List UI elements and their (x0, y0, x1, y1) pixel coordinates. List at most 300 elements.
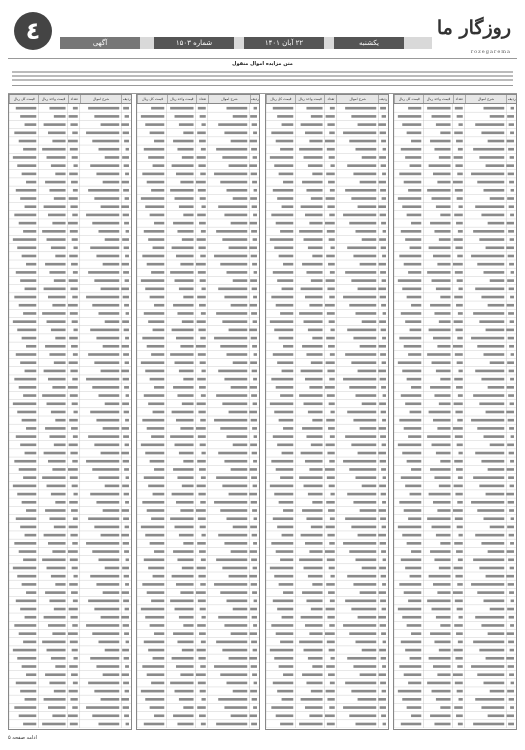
cell-text (510, 320, 514, 323)
table-row (394, 350, 516, 358)
cell-text (343, 460, 376, 463)
cell-text (453, 345, 463, 348)
table-row (394, 170, 516, 178)
cell-text (151, 189, 164, 192)
cell-text (453, 673, 463, 676)
cell-text (302, 509, 322, 512)
cell-text (455, 353, 463, 356)
cell-text (328, 263, 335, 266)
section-label: آگهی (60, 37, 140, 49)
table-row (266, 687, 388, 695)
cell-text (357, 698, 376, 701)
cell-text (216, 148, 247, 151)
cell-text (201, 173, 206, 176)
cell-text (121, 370, 129, 373)
cell-text (172, 657, 194, 660)
cell-text (23, 394, 36, 397)
table-row (9, 490, 131, 498)
table-row (137, 367, 259, 375)
cell-text (214, 337, 247, 340)
table-row (9, 178, 131, 186)
cell-text (17, 164, 36, 167)
cell-text (283, 427, 293, 430)
cell-text (200, 444, 206, 447)
cell-text (47, 649, 66, 652)
cell-text (150, 460, 165, 463)
cell-text (351, 279, 376, 282)
cell-text (88, 435, 119, 438)
cell-text (176, 583, 194, 586)
table-row (394, 227, 516, 235)
cell-text (150, 624, 165, 627)
cell-text (125, 279, 129, 282)
cell-text (328, 567, 334, 570)
cell-text (250, 140, 257, 143)
table-row (9, 276, 131, 284)
cell-text (471, 255, 504, 258)
cell-text (299, 641, 322, 644)
cell-text (144, 312, 164, 315)
cell-text (486, 246, 505, 249)
cell-text (20, 690, 36, 693)
cell-text (149, 402, 165, 405)
cell-text (280, 312, 293, 315)
table-row (137, 432, 259, 440)
cell-text (197, 320, 206, 323)
table-row (9, 416, 131, 424)
table-header-cell: ردیف (379, 97, 388, 101)
cell-text (92, 550, 119, 553)
table-row (9, 515, 131, 523)
cell-text (201, 255, 206, 258)
cell-text (143, 583, 165, 586)
cell-text (227, 353, 248, 356)
table-row (9, 588, 131, 596)
cell-text (22, 419, 37, 422)
cell-text (227, 682, 248, 685)
cell-text (201, 148, 206, 151)
cell-text (305, 378, 323, 381)
table-row (394, 219, 516, 227)
cell-text (123, 600, 129, 603)
table-header-cell: شرح اموال (208, 95, 249, 103)
cell-text (277, 608, 293, 611)
cell-text (508, 173, 514, 176)
cell-text (201, 583, 206, 586)
cell-text (90, 657, 119, 660)
cell-text (477, 427, 504, 430)
table-row (394, 194, 516, 202)
table-row (137, 515, 259, 523)
cell-text (402, 370, 421, 373)
cell-text (179, 205, 194, 208)
cell-text (378, 181, 385, 184)
cell-text (509, 591, 514, 594)
cell-text (410, 657, 422, 660)
table-row (394, 671, 516, 679)
cell-text (381, 632, 386, 635)
cell-text (72, 156, 78, 159)
cell-text (429, 411, 451, 414)
cell-text (251, 419, 257, 422)
cell-text (144, 558, 164, 561)
cell-text (361, 238, 376, 241)
cell-text (122, 485, 129, 488)
cell-text (479, 567, 504, 570)
cell-text (311, 361, 323, 364)
cell-text (510, 624, 514, 627)
cell-text (199, 246, 206, 249)
table-row (137, 260, 259, 268)
table-row (137, 326, 259, 334)
cell-text (25, 205, 37, 208)
cell-text (221, 181, 248, 184)
cell-text (280, 723, 293, 726)
table-row (266, 515, 388, 523)
cell-text (253, 402, 257, 405)
cell-text (23, 312, 36, 315)
cell-text (22, 665, 37, 668)
cell-text (359, 263, 376, 266)
cell-text (378, 698, 386, 701)
cell-text (311, 690, 323, 693)
table-row (137, 539, 259, 547)
cell-text (305, 214, 323, 217)
cell-text (254, 682, 257, 685)
cell-text (458, 558, 463, 561)
cell-text (511, 435, 514, 438)
cell-text (225, 542, 248, 545)
table-row (266, 654, 388, 662)
cell-text (253, 567, 257, 570)
table-header-cell: ردیف (122, 97, 131, 101)
cell-text (490, 444, 505, 447)
table-row (394, 703, 516, 711)
table-row (394, 260, 516, 268)
cell-text (508, 312, 514, 315)
cell-text (88, 189, 119, 192)
cell-text (508, 665, 514, 668)
table-row (137, 334, 259, 342)
cell-text (253, 214, 257, 217)
table-row (266, 482, 388, 490)
cell-text (201, 394, 206, 397)
cell-text (475, 452, 504, 455)
table-row (394, 482, 516, 490)
table-row (394, 629, 516, 637)
cell-text (477, 181, 504, 184)
cell-text (329, 460, 334, 463)
cell-text (382, 641, 385, 644)
cell-text (430, 714, 450, 717)
table-rows (266, 104, 388, 728)
cell-text (101, 205, 120, 208)
cell-text (457, 279, 463, 282)
cell-text (361, 649, 376, 652)
cell-text (378, 616, 386, 619)
cell-text (122, 591, 129, 594)
cell-text (253, 624, 257, 627)
cell-text (509, 345, 514, 348)
table-row (394, 662, 516, 670)
cell-text (233, 690, 248, 693)
cell-text (507, 304, 514, 307)
cell-text (252, 673, 257, 676)
cell-text (308, 575, 323, 578)
cell-text (355, 476, 376, 479)
cell-text (401, 641, 421, 644)
cell-text (309, 140, 322, 143)
cell-text (123, 214, 129, 217)
table-row (137, 449, 259, 457)
cell-text (473, 723, 504, 726)
table-row (394, 408, 516, 416)
cell-text (508, 255, 514, 258)
table-row (266, 556, 388, 564)
cell-text (325, 444, 334, 447)
cell-text (251, 148, 257, 151)
cell-text (486, 411, 505, 414)
cell-text (305, 624, 323, 627)
cell-text (149, 156, 165, 159)
cell-text (73, 657, 77, 660)
cell-text (382, 394, 385, 397)
cell-text (510, 706, 514, 709)
cell-text (141, 361, 164, 364)
cell-text (225, 214, 248, 217)
cell-text (271, 214, 293, 217)
cell-text (299, 312, 322, 315)
table-row (137, 317, 259, 325)
cell-text (327, 534, 334, 537)
cell-text (270, 156, 293, 159)
table-row (9, 424, 131, 432)
cell-text (453, 181, 463, 184)
cell-text (477, 509, 504, 512)
cell-text (72, 542, 77, 545)
table-row (9, 260, 131, 268)
cell-text (197, 402, 206, 405)
cell-text (303, 649, 322, 652)
auction-column (265, 94, 389, 730)
cell-text (511, 189, 514, 192)
cell-text (225, 460, 248, 463)
table-row (394, 153, 516, 161)
cell-text (181, 427, 194, 430)
table-row (9, 654, 131, 662)
cell-text (405, 485, 421, 488)
cell-text (402, 452, 421, 455)
cell-text (327, 205, 334, 208)
continued-label: ادامه صفحه ۵ (8, 735, 37, 741)
cell-text (382, 312, 385, 315)
cell-text (71, 345, 78, 348)
cell-text (328, 402, 334, 405)
cell-text (124, 657, 129, 660)
cell-text (328, 156, 334, 159)
cell-text (123, 132, 129, 135)
cell-text (440, 624, 450, 627)
cell-text (72, 567, 78, 570)
table-row (394, 646, 516, 654)
cell-text (303, 485, 322, 488)
cell-text (434, 558, 450, 561)
cell-text (430, 386, 450, 389)
cell-text (199, 632, 206, 635)
cell-text (439, 402, 451, 405)
table-row (266, 490, 388, 498)
cell-text (124, 493, 129, 496)
cell-text (198, 353, 206, 356)
cell-text (411, 222, 421, 225)
cell-text (481, 378, 504, 381)
cell-text (381, 304, 386, 307)
cell-text (153, 246, 165, 249)
cell-text (121, 205, 129, 208)
table-row (266, 260, 388, 268)
cell-text (20, 444, 36, 447)
cell-text (411, 140, 421, 143)
cell-text (199, 164, 206, 167)
cell-text (508, 558, 514, 561)
cell-text (430, 550, 450, 553)
cell-text (199, 714, 206, 717)
cell-text (399, 501, 421, 504)
cell-text (52, 140, 65, 143)
cell-text (511, 353, 514, 356)
cell-text (23, 476, 36, 479)
cell-text (399, 337, 421, 340)
cell-text (325, 550, 335, 553)
cell-text (509, 370, 514, 373)
cell-text (96, 583, 119, 586)
cell-text (17, 246, 36, 249)
cell-text (473, 394, 504, 397)
cell-text (325, 361, 334, 364)
cell-text (14, 132, 36, 135)
cell-text (404, 181, 422, 184)
cell-text (182, 156, 194, 159)
table-header-cell: ردیف (251, 97, 259, 101)
table-row (394, 235, 516, 243)
table-row (137, 580, 259, 588)
cell-text (433, 337, 451, 340)
cell-text (379, 214, 385, 217)
cell-text (382, 255, 386, 258)
cell-text (471, 173, 504, 176)
cell-text (488, 222, 505, 225)
table-header-cell: قیمت کل ریال (266, 95, 295, 103)
cell-text (429, 575, 451, 578)
cell-text (507, 632, 514, 635)
cell-text (473, 558, 504, 561)
cell-text (308, 329, 323, 332)
cell-text (202, 370, 206, 373)
cell-text (429, 329, 451, 332)
cell-text (184, 296, 194, 299)
cell-text (479, 649, 504, 652)
table-row (394, 621, 516, 629)
cell-text (233, 197, 248, 200)
cell-text (330, 435, 335, 438)
cell-text (457, 115, 463, 118)
cell-text (312, 419, 322, 422)
cell-text (147, 509, 165, 512)
cell-text (457, 583, 462, 586)
cell-text (402, 288, 421, 291)
cell-text (309, 468, 322, 471)
cell-text (507, 468, 514, 471)
cell-text (509, 205, 514, 208)
cell-text (146, 288, 165, 291)
table-row (394, 515, 516, 523)
cell-text (42, 230, 65, 233)
cell-text (182, 238, 194, 241)
cell-text (408, 107, 421, 110)
table-row (137, 482, 259, 490)
cell-text (216, 641, 247, 644)
cell-text (103, 345, 120, 348)
cell-text (105, 402, 120, 405)
cell-text (454, 402, 463, 405)
cell-text (327, 288, 334, 291)
table-row (266, 268, 388, 276)
table-row (266, 170, 388, 178)
cell-text (231, 714, 248, 717)
cell-text (359, 509, 376, 512)
cell-text (48, 296, 66, 299)
cell-text (231, 304, 248, 307)
cell-text (330, 189, 335, 192)
cell-text (69, 115, 78, 118)
cell-text (405, 567, 421, 570)
table-row (137, 490, 259, 498)
table-row (9, 129, 131, 137)
cell-text (70, 641, 78, 644)
cell-text (378, 673, 385, 676)
cell-text (69, 665, 78, 668)
cell-text (25, 452, 37, 455)
cell-text (96, 173, 119, 176)
cell-text (123, 107, 129, 110)
table-row (137, 186, 259, 194)
table-row (9, 104, 131, 112)
cell-text (252, 123, 257, 126)
cell-text (327, 616, 334, 619)
cell-text (68, 468, 78, 471)
cell-text (328, 427, 335, 430)
table-row (266, 285, 388, 293)
table-row (266, 203, 388, 211)
cell-text (345, 517, 376, 520)
cell-text (326, 419, 335, 422)
cell-text (101, 616, 120, 619)
cell-text (436, 452, 451, 455)
auction-notice (8, 58, 517, 94)
cell-text (19, 468, 37, 471)
table-row (9, 687, 131, 695)
cell-text (457, 526, 463, 529)
cell-text (408, 271, 421, 274)
table-rows (9, 104, 131, 728)
table-row (266, 326, 388, 334)
cell-text (379, 296, 385, 299)
cell-text (329, 706, 334, 709)
table-row (266, 432, 388, 440)
cell-text (458, 616, 462, 619)
cell-text (123, 542, 129, 545)
cell-text (277, 444, 293, 447)
